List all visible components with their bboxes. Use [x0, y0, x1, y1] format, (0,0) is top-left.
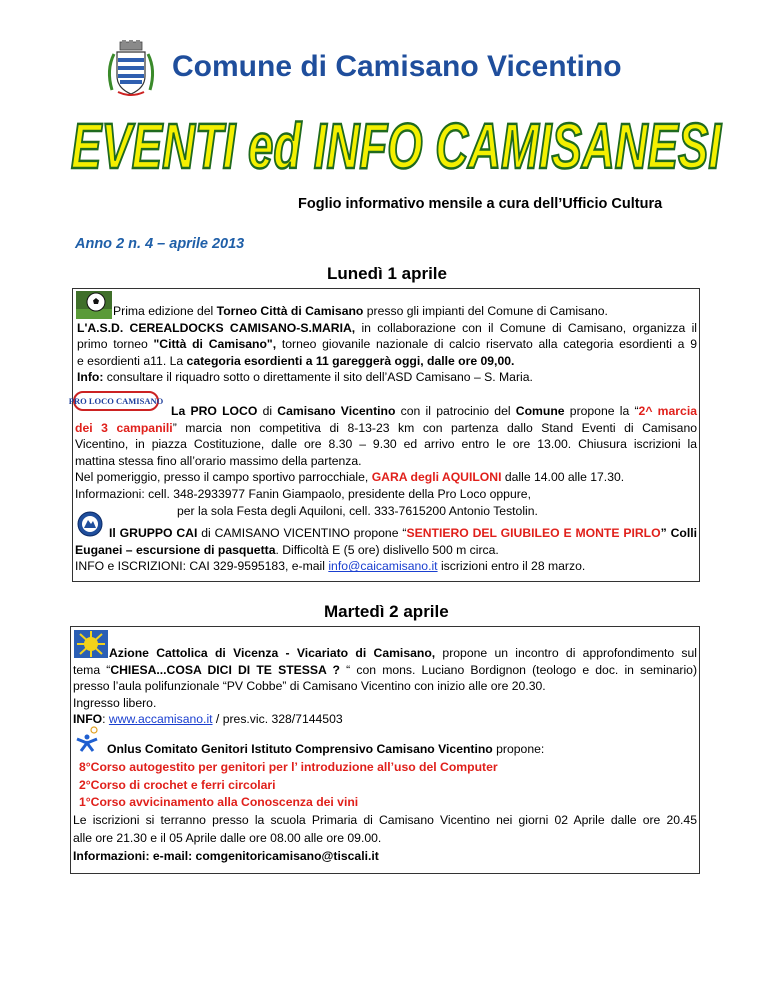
- ac-text: presso l’aula polifunzionale “PV Cobbe” di Camisano Vicentino con inizio alle ore 20.30.: [73, 679, 546, 694]
- municipality-title: Comune di Camisano Vicentino: [172, 50, 622, 83]
- torneo-text: Prima edizione del: [113, 304, 217, 318]
- banner-title: [64, 104, 728, 186]
- torneo-paragraph: [77, 303, 697, 386]
- events-box-tuesday: [70, 626, 700, 874]
- course-item: 2°Corso di crochet e ferri circolari: [79, 777, 276, 792]
- events-box-monday: [68, 288, 700, 582]
- torneo-text: e esordienti a11. La: [77, 353, 187, 368]
- banner-title-text: EVENTI ed INFO CAMISANESI: [71, 110, 722, 182]
- subtitle: Foglio informativo mensile a cura dell’Ufficio Cultura: [298, 196, 663, 212]
- day-heading-tuesday: Martedì 2 aprile: [324, 602, 449, 621]
- ac-text: propone un incontro di approfondimento sul: [435, 646, 698, 660]
- day-heading-monday: Lunedì 1 aprile: [327, 264, 447, 283]
- proloco-text: di: [257, 404, 278, 418]
- ac-text: :: [102, 712, 109, 727]
- proloco-text: con il patrocinio del: [395, 404, 516, 418]
- cai-text: di CAMISANO VICENTINO propone “: [197, 526, 407, 540]
- proloco-text: mattina stessa fino all’orario massimo della partenza.: [75, 453, 362, 468]
- cai-text: iscrizioni entro il 28 marzo.: [437, 559, 586, 574]
- cai-email-link[interactable]: info@caicamisano.it: [328, 559, 438, 574]
- cai-text: INFO e ISCRIZIONI: CAI 329-9595183, e-mail: [75, 559, 329, 574]
- ac-info-label: INFO: [73, 712, 103, 727]
- genitori-paragraph: [73, 741, 697, 866]
- course-item: 8°Corso autogestito per genitori per l’ introduzione all’uso del Computer: [79, 759, 498, 774]
- ac-paragraph: [73, 645, 697, 728]
- ac-text: tema “: [73, 662, 111, 677]
- cai-text: ” Colli: [660, 526, 697, 540]
- ac-text: “ con mons. Luciano Bordignon (teologo e doc. in seminario): [340, 662, 698, 677]
- proloco-text: Comune: [515, 404, 565, 418]
- torneo-text: in collaborazione con il Comune di Camisano, organizza il: [355, 320, 697, 335]
- cai-text: Euganei – escursione di pasquetta: [75, 542, 276, 557]
- ac-text: Azione Cattolica di Vicenza - Vicariato di Camisano,: [109, 646, 436, 660]
- torneo-info-label: Info:: [77, 370, 104, 385]
- genitori-text: alle ore 21.30 e il 05 Aprile dalle ore 08.00 alle ore 09.00.: [73, 830, 382, 845]
- ac-text: Ingresso libero.: [73, 695, 157, 710]
- torneo-text: primo torneo: [77, 337, 154, 352]
- genitori-title: Onlus Comitato Genitori Istituto Comprensivo Camisano Vicentino: [107, 742, 493, 756]
- proloco-text: Vicentino, in piazza Costituzione, dalle ore 8.30 – 9.30 ed arrivo entro le ore 13.00. Chiusura iscrizioni la: [75, 437, 697, 452]
- torneo-text: torneo giovanile nazionale di calcio riservato alla categoria esordienti a 9: [276, 337, 697, 352]
- genitori-contact: Informazioni: e-mail: comgenitoricamisano@tiscali.it: [73, 848, 379, 863]
- aquiloni-title: GARA degli AQUILONI: [371, 470, 502, 485]
- cai-text: Il GRUPPO CAI: [109, 526, 198, 540]
- cai-text: . Difficoltà E (5 ore) dislivello 500 m circa.: [275, 542, 499, 557]
- proloco-text: Camisano Vicentino: [277, 404, 396, 418]
- course-item: 1°Corso avvicinamento alla Conoscenza dei vini: [79, 795, 359, 810]
- pro-loco-logo-text: PRO LOCO CAMISANO: [68, 396, 164, 406]
- genitori-text: propone:: [492, 742, 545, 756]
- ac-website-link[interactable]: www.accamisano.it: [108, 712, 213, 727]
- marcia-title: dei 3 campanili: [75, 420, 173, 435]
- proloco-text: Nel pomeriggio, presso il campo sportivo parrocchiale,: [75, 470, 372, 485]
- torneo-category: categoria esordienti a 11 gareggerà oggi, dalle ore 09,00.: [186, 353, 515, 368]
- marcia-title: 2^ marcia: [638, 404, 697, 418]
- proloco-text: dalle 14.00 alle 17.30.: [501, 470, 625, 485]
- proloco-text: ” marcia non competitiva di 8-13-23 km con partenza dallo Stand Eventi di Camisano: [172, 420, 697, 435]
- ac-text: / pres.vic. 328/7144503: [212, 712, 343, 727]
- proloco-text: propone la “: [564, 404, 639, 418]
- municipal-crest-icon: [104, 40, 158, 98]
- cai-event-title: SENTIERO DEL GIUBILEO E MONTE PIRLO: [406, 526, 661, 540]
- torneo-text: presso gli impianti del Comune di Camisano.: [363, 304, 608, 318]
- issue-number: Anno 2 n. 4 – aprile 2013: [75, 236, 245, 252]
- genitori-text: Le iscrizioni si terranno presso la scuola Primaria di Camisano Vicentino nei giorni 02 Aprile dalle ore 20.45: [73, 813, 697, 828]
- proloco-paragraph: [75, 403, 697, 519]
- proloco-text: Informazioni: cell. 348-2933977 Fanin Giampaolo, presidente della Pro Loco oppure,: [75, 486, 531, 501]
- torneo-name: Torneo Città di Camisano: [216, 304, 364, 318]
- ac-topic: CHIESA...COSA DICI DI TE STESSA ?: [110, 662, 340, 677]
- cai-paragraph: [75, 525, 697, 575]
- proloco-text: La PRO LOCO: [171, 404, 258, 418]
- torneo-org: L'A.S.D. CEREALDOCKS CAMISANO-S.MARIA,: [77, 320, 356, 335]
- proloco-text: per la sola Festa degli Aquiloni, cell. 333-7615200 Antonio Testolin.: [177, 503, 538, 518]
- torneo-text: consultare il riquadro sotto o direttamente il sito dell’ASD Camisano – S. Maria.: [103, 370, 533, 385]
- torneo-name: "Città di Camisano",: [153, 337, 277, 352]
